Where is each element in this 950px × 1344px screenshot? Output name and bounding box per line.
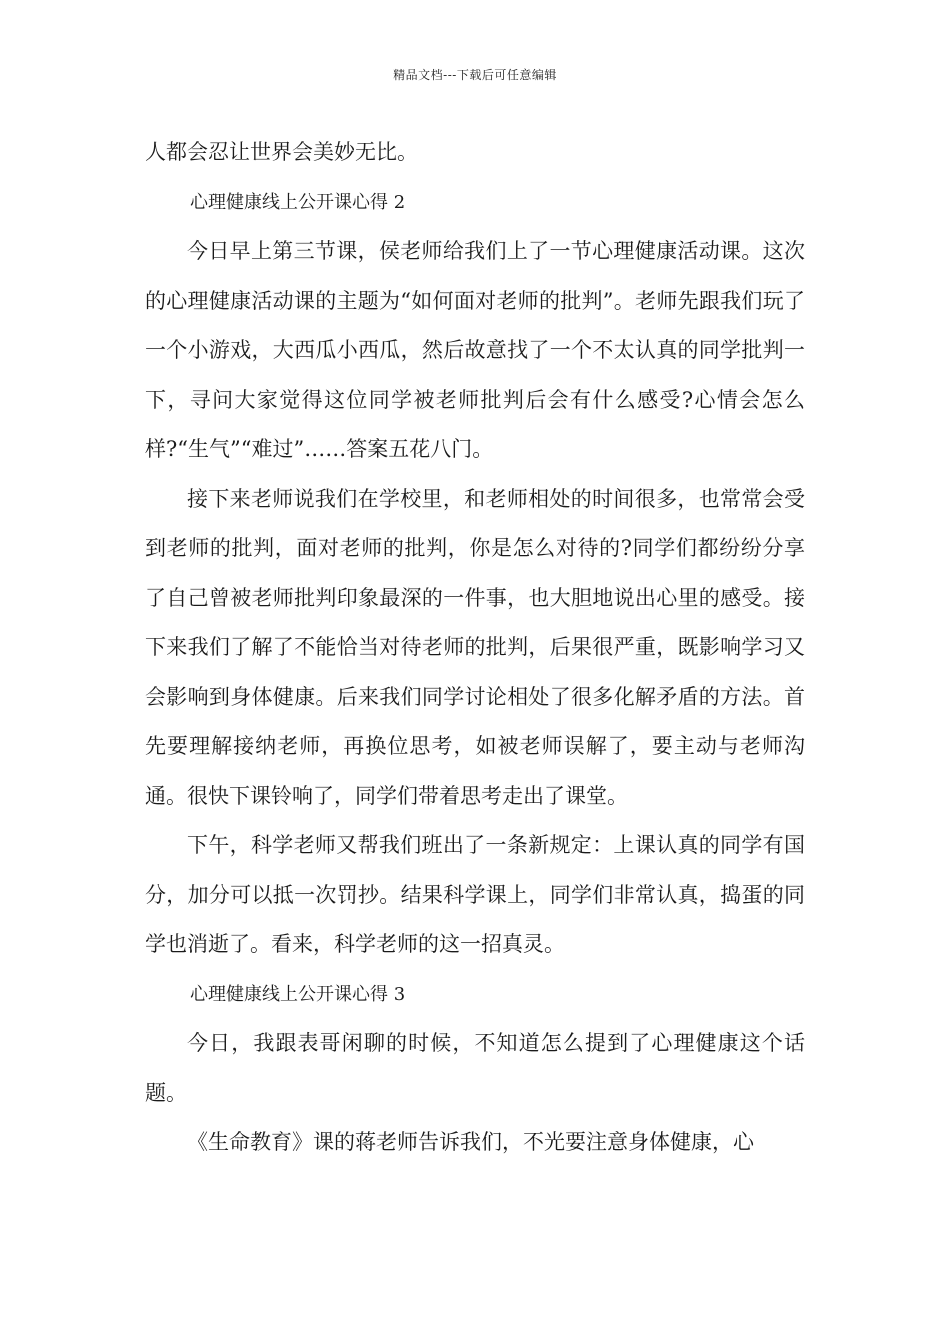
document-body (145, 128, 805, 1168)
section-heading-3: 心理健康线上公开课心得 3 (190, 983, 406, 1005)
paragraph: 《生命教育》课的蒋老师告诉我们，不光要注意身体健康，心 (187, 1130, 754, 1154)
paragraph: 下午，科学老师又帮我们班出了一条新规定：上课认真的同学有国分，加分可以抵一次罚抄。结果科学课上，同学们非常认真，捣蛋的同学也消逝了。看来，科学老师的这一招真灵。 (145, 833, 805, 956)
paragraph: 今日，我跟表哥闲聊的时候，不知道怎么提到了心理健康这个话题。 (145, 1031, 805, 1105)
paragraph: 接下来老师说我们在学校里，和老师相处的时间很多，也常常会受到老师的批判，面对老师的批判，你是怎么对待的?同学们都纷纷分享了自己曾被老师批判印象最深的一件事，也大胆地说出心里的感受。接下来我们了解了不能恰当对待老师的批判，后果很严重，既影响学习又会影响到身体健康。后来我们同学讨论相处了很多化解矛盾的方法。首先要理解接纳老师，再换位思考，如被老师误解了，要主动与老师沟通。很快下课铃响了，同学们带着思考走出了课堂。 (145, 486, 805, 808)
section-heading-2: 心理健康线上公开课心得 2 (190, 191, 406, 213)
paragraph: 今日早上第三节课，侯老师给我们上了一节心理健康活动课。这次的心理健康活动课的主题为“如何面对老师的批判”。老师先跟我们玩了一个小游戏，大西瓜小西瓜，然后故意找了一个不太认真的同学批判一下，寻问大家觉得这位同学被老师批判后会有什么感受?心情会怎么样?“生气”“难过”……答案五花八门。 (145, 239, 805, 461)
paragraph-continuation: 人都会忍让世界会美妙无比。 (145, 140, 418, 164)
page-header: 精品文档---下载后可任意编辑 (393, 68, 557, 82)
